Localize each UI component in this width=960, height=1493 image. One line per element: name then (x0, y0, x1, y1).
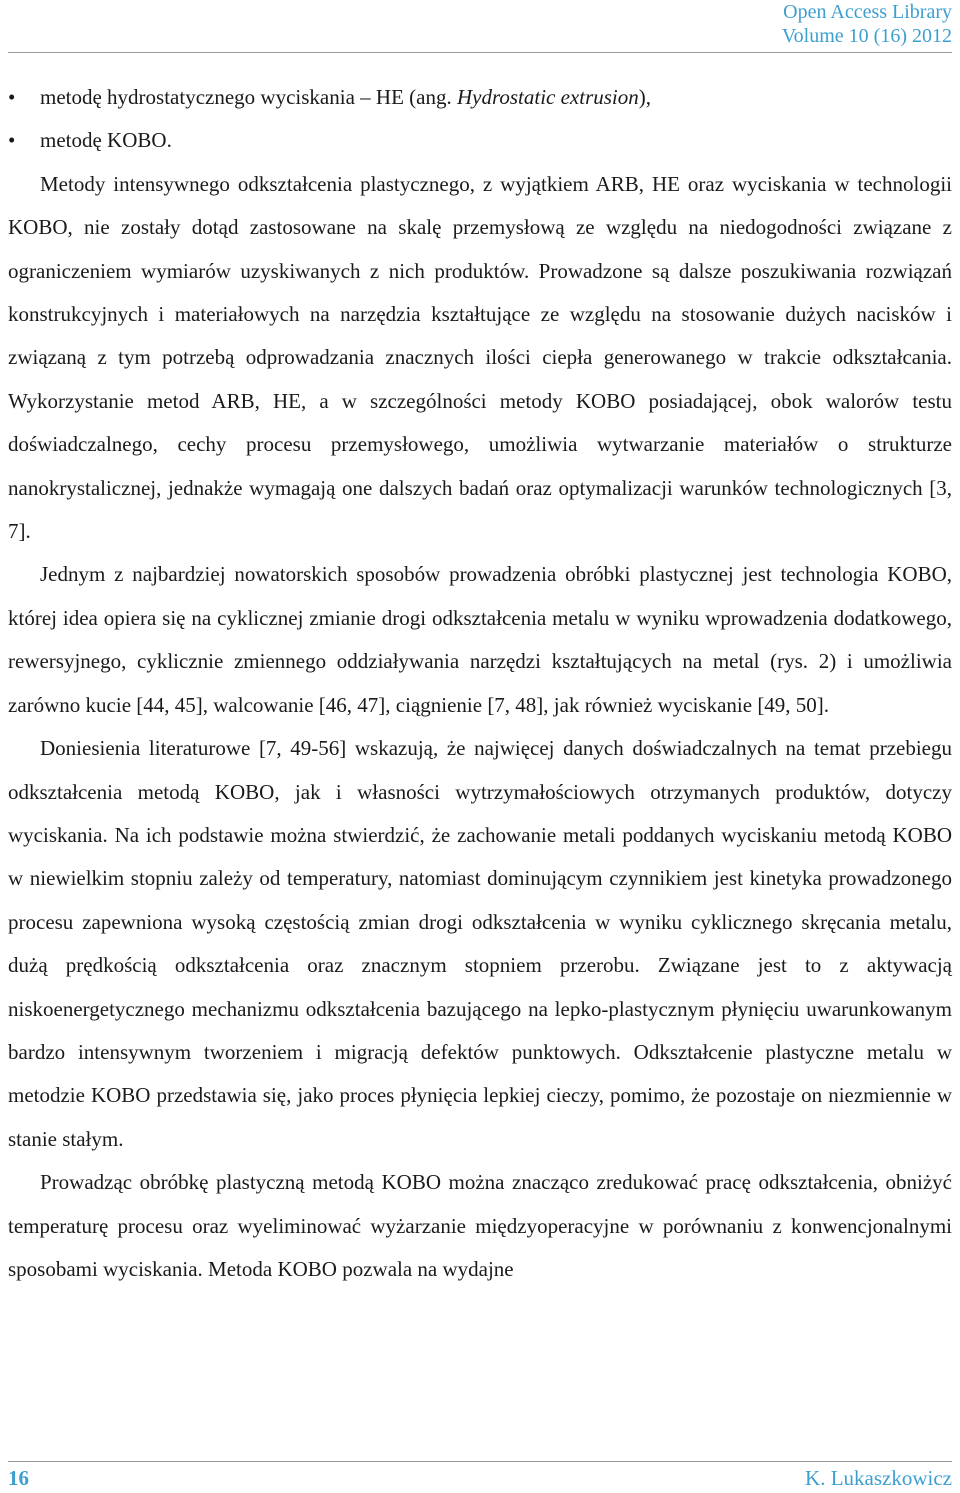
page-body (8, 76, 952, 1291)
page-number: 16 (8, 1466, 29, 1490)
list-item (8, 76, 952, 119)
list-item-text-end: ), (638, 85, 651, 109)
journal-volume: Volume 10 (16) 2012 (781, 25, 952, 47)
method-list (8, 76, 952, 163)
footer-divider (8, 1461, 952, 1462)
author-name: K. Lukaszkowicz (805, 1466, 952, 1490)
body-paragraph-4: Prowadząc obróbkę plastyczną metodą KOBO można znacząco zredukować pracę odkształcenia, obniżyć temperaturę procesu oraz wyeliminować wyżarzanie międzyoperacyjne w porównaniu z konwencjonalnymi sposobami wyciskania. Metoda KOBO pozwala na wydajne (8, 1170, 952, 1281)
header-divider (8, 52, 952, 53)
list-item-text: metodę KOBO. (40, 128, 172, 153)
body-paragraph-3: Doniesienia literaturowe [7, 49-56] wskazują, że najwięcej danych doświadczalnych na temat przebiegu odkształcenia metodą KOBO, jak i własności wytrzymałościowych otrzymanych produktów, dotyczy wyciskania. Na ich podstawie można stwierdzić, że zachowanie metali poddanych wyciskaniu metodą KOBO w niewielkim stopniu zależy od temperatury, natomiast dominującym czynnikiem jest kinetyka prowadzonego procesu zapewniona wysoką częstością zmian drogi odkształcenia w wyniku cyklicznego skręcania metalu, dużą prędkością odkształcenia oraz znacznym stopniem przerobu. Związane jest to z aktywacją niskoenergetycznego mechanizmu odkształcenia bazującego na lepko-plastycznym płynięciu uwarunkowanym bardzo intensywnym tworzeniem i migracją defektów punktowych. Odkształcenie plastyczne metalu w metodzie KOBO przedstawia się, jako proces płynięcia lepkiej cieczy, pomimo, że pozostaje on niezmiennie w stanie stałym. (8, 736, 952, 1151)
body-paragraph-2: Jednym z najbardziej nowatorskich sposobów prowadzenia obróbki plastycznej jest technologia KOBO, której idea opiera się na cyklicznej zmianie drogi odkształcenia metalu w wyniku wprowadzenia dodatkowego, rewersyjnego, cyklicznie zmiennego oddziaływania narzędzi kształtujących na metal (rys. 2) i umożliwia zarówno kucie [44, 45], walcowanie [46, 47], ciągnienie [7, 48], jak również wyciskanie [49, 50]. (8, 562, 952, 717)
list-item (8, 119, 952, 162)
list-item-italic: Hydrostatic extrusion (456, 85, 639, 109)
journal-name: Open Access Library (783, 1, 952, 23)
running-footer (8, 1464, 952, 1492)
running-header (782, 0, 952, 48)
body-paragraph-1: Metody intensywnego odkształcenia plastycznego, z wyjątkiem ARB, HE oraz wyciskania w technologii KOBO, nie zostały dotąd zastosowane na skalę przemysłową ze względu na niedogodności związane z ograniczeniem wymiarów uzyskiwanych z nich produktów. Prowadzone są dalsze poszukiwania rozwiązań konstrukcyjnych i materiałowych na narzędzia kształtujące ze względu na stosowanie dużych nacisków i związaną z tym potrzebą odprowadzania znacznych ilości ciepła generowanego w trakcie odkształcania. Wykorzystanie metod ARB, HE, a w szczególności metody KOBO posiadającej, obok walorów testu doświadczalnego, cechy procesu przemysłowego, umożliwia wytwarzanie materiałów o strukturze nanokrystalicznej, jednakże wymagają one dalszych badań oraz optymalizacji warunków technologicznych [3, 7]. (8, 171, 952, 544)
list-item-text: metodę hydrostatycznego wyciskania – HE (ang. (40, 85, 457, 109)
